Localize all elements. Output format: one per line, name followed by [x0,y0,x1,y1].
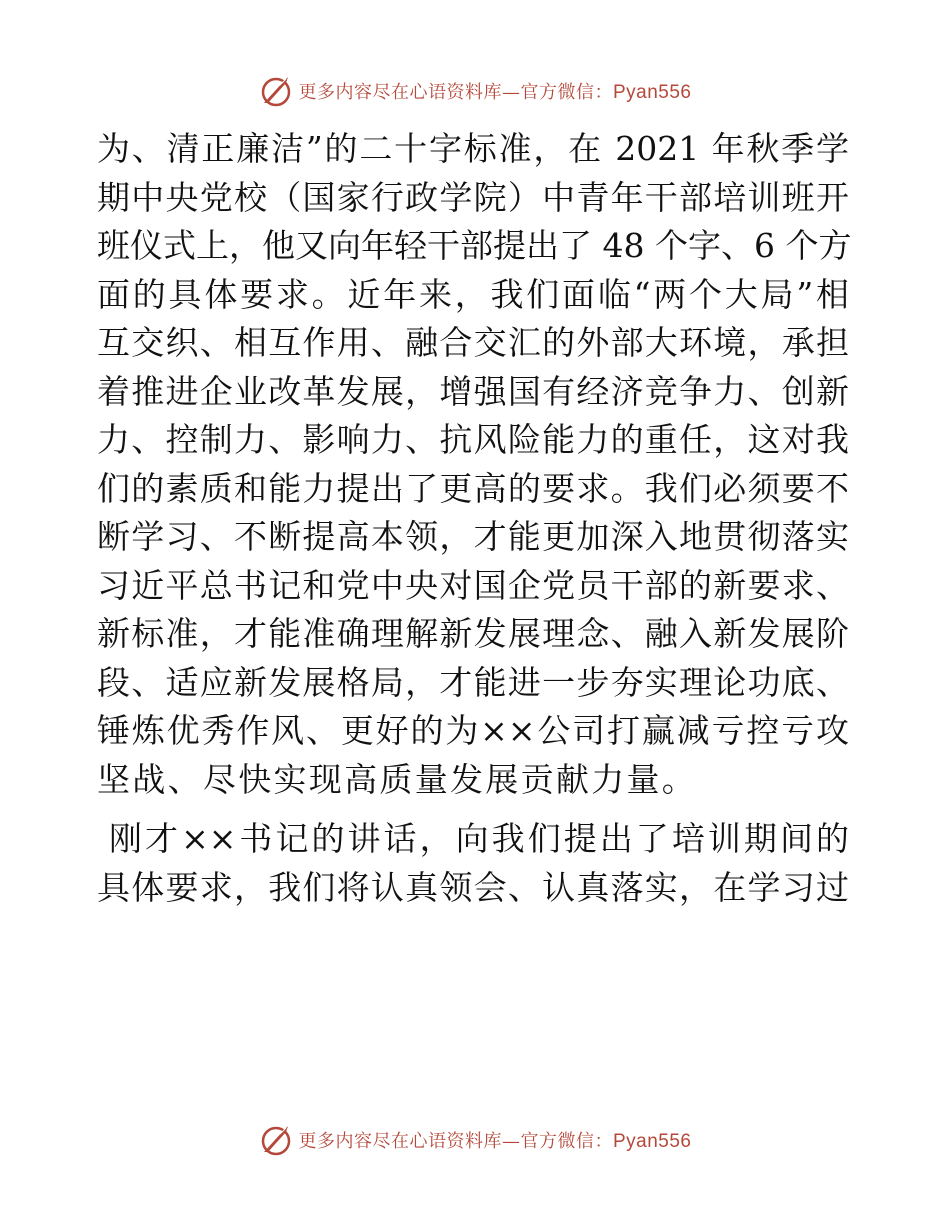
text-line: 坚战、尽快实现高质量发展贡献力量。 [97,759,698,799]
watermark-text: 更多内容尽在心语资料库—官方微信： [298,1131,613,1152]
quill-in-circle-icon [258,73,294,109]
paragraph-gap [97,804,853,815]
paragraph-2 [97,815,853,912]
text-line: 刚才××书记的讲话，向我们提出了培训期间的 [109,819,849,858]
text-line: 断学习、不断提高本领，才能更加深入地贯彻落实 [97,517,849,556]
document-body [97,125,853,912]
text-line: 段、适应新发展格局，才能进一步夯实理论功底、 [97,662,849,702]
text-line: 新标准，才能准确理解新发展理念、融入新发展阶 [97,614,849,653]
text-line: 具体要求，我们将认真领会、认真落实，在学习过 [97,867,849,907]
text-line: 锤炼优秀作风、更好的为××公司打赢减亏控亏攻 [97,711,849,750]
watermark-id: Pyan556 [612,82,692,103]
header-watermark [0,71,950,111]
text-line: 力、控制力、影响力、抗风险能力的重任，这对我 [97,420,849,459]
text-line: 着推进企业改革发展，增强国有经济竞争力、创新 [97,371,849,411]
text-line: 期中央党校（国家行政学院）中青年干部培训班开 [97,177,849,217]
text-line: 面的具体要求。近年来，我们面临“两个大局”相 [97,274,849,314]
watermark-text: 更多内容尽在心语资料库—官方微信： [298,82,613,103]
text-line: 互交织、相互作用、融合交汇的外部大环境，承担 [97,323,849,362]
quill-in-circle-icon [258,1122,294,1158]
text-line: 班仪式上，他又向年轻干部提出了 48 个字、6 个方 [97,226,852,265]
text-line: 习近平总书记和党中央对国企党员干部的新要求、 [97,565,849,605]
text-line: 们的素质和能力提出了更高的要求。我们必须要不 [97,468,849,508]
watermark-id: Pyan556 [612,1131,692,1152]
footer-watermark [0,1120,950,1160]
text-line: 为、清正廉洁”的二十字标准，在 2021 年秋季学 [97,129,849,168]
paragraph-1 [97,125,853,804]
